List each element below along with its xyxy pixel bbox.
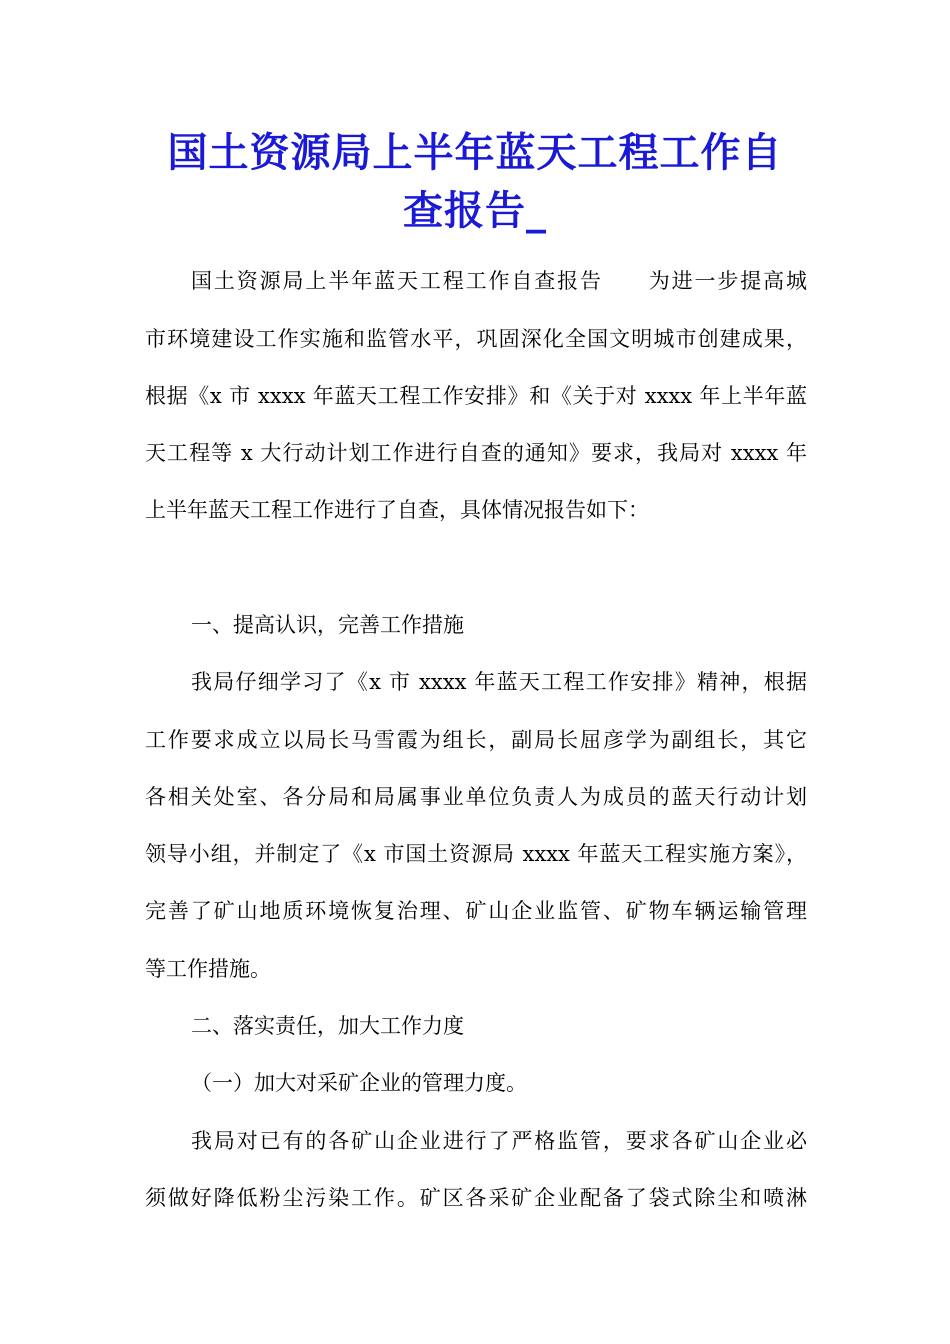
paragraph-1-line-2: 市环境建设工作实施和监管水平，巩固深化全国文明城市创建成果， [145,327,807,351]
paragraph-3-line-1: 我局对已有的各矿山企业进行了严格监管，要求各矿山企业必 [191,1129,807,1153]
paragraph-2-line-5: 完善了矿山地质环境恢复治理、矿山企业监管、矿物车辆运输管理 [145,899,807,923]
paragraph-2-line-2: 工作要求成立以局长马雪霞为组长，副局长屈彦学为副组长，其它 [145,728,807,752]
title-line-2: 查报告_ [403,187,547,234]
subsection-heading-1: （一）加大对采矿企业的管理力度。 [191,1071,527,1095]
paragraph-1-line-4: 天工程等 x 大行动计划工作进行自查的通知》要求，我局对 xxxx 年 [145,441,807,465]
paragraph-1-line-3: 根据《x 市 xxxx 年蓝天工程工作安排》和《关于对 xxxx 年上半年蓝 [145,384,807,408]
title-line-1: 国土资源局上半年蓝天工程工作自 [167,129,783,176]
section-heading-1: 一、提高认识，完善工作措施 [191,613,464,637]
paragraph-3-line-2: 须做好降低粉尘污染工作。矿区各采矿企业配备了袋式除尘和喷淋 [145,1186,807,1210]
section-heading-2: 二、落实责任，加大工作力度 [191,1014,464,1038]
paragraph-2-line-3: 各相关处室、各分局和局属事业单位负责人为成员的蓝天行动计划 [145,785,807,809]
paragraph-1-line-5: 上半年蓝天工程工作进行了自查，具体情况报告如下： [145,498,649,522]
paragraph-2-line-1: 我局仔细学习了《x 市 xxxx 年蓝天工程工作安排》精神，根据 [191,670,807,694]
paragraph-1-line-1: 国土资源局上半年蓝天工程工作自查报告 为进一步提高城 [191,269,807,293]
paragraph-2-line-6: 等工作措施。 [145,957,271,981]
document-title [140,124,810,240]
paragraph-2-line-4: 领导小组，并制定了《x 市国土资源局 xxxx 年蓝天工程实施方案》， [145,842,807,866]
